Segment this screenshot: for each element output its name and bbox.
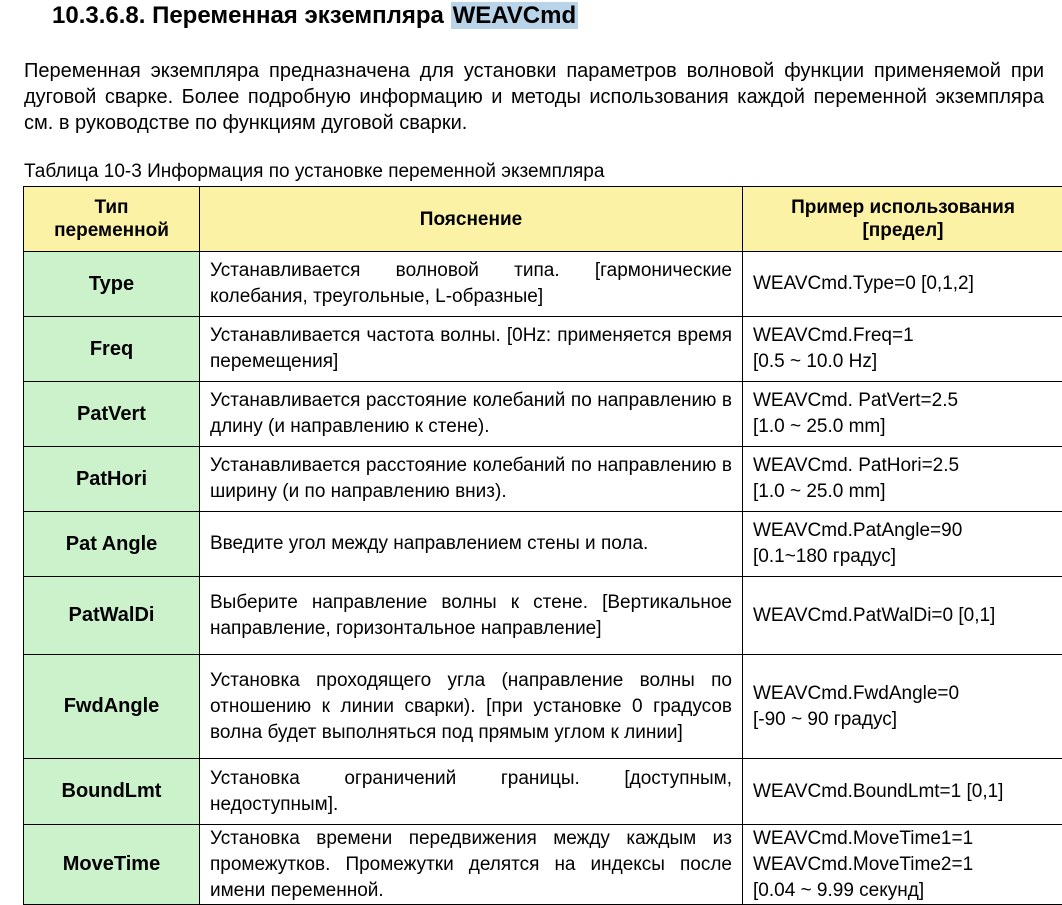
intro-paragraph: Переменная экземпляра предназначена для установки параметров волновой функции применяемой при дуговой сварке. Более подробную информацию и методы использования каждой переменной экземпляра см. в руководстве по функциям дуговой сварки.	[24, 58, 1044, 136]
row-name: Pat Angle	[24, 512, 200, 577]
example-limit: [0.04 ~ 9.99 секунд]	[753, 878, 1053, 904]
row-desc: Установка ограничений границы. [доступным, недоступным].	[200, 759, 743, 825]
example-line: WEAVCmd.Type=0 [0,1,2]	[753, 271, 1053, 297]
example-limit: [1.0 ~ 25.0 mm]	[753, 479, 1053, 505]
table-row	[24, 655, 1062, 759]
table-header-row	[24, 187, 1062, 252]
table-row	[24, 382, 1062, 447]
row-name: MoveTime	[24, 825, 200, 905]
row-name: FwdAngle	[24, 655, 200, 759]
example-line-2: WEAVCmd.MoveTime2=1	[753, 852, 1053, 878]
example-line: WEAVCmd.PatWalDi=0 [0,1]	[753, 603, 1053, 629]
row-example	[743, 252, 1062, 317]
example-limit: [0.5 ~ 10.0 Hz]	[753, 349, 1053, 375]
example-line: WEAVCmd. PatVert=2.5	[753, 388, 1053, 414]
example-line: WEAVCmd.Freq=1	[753, 323, 1053, 349]
example-line: WEAVCmd.FwdAngle=0	[753, 681, 1053, 707]
table-caption: Таблица 10-3 Информация по установке переменной экземпляра	[24, 160, 604, 184]
row-desc: Выберите направление волны к стене. [Вертикальное направление, горизонтальное направление]	[200, 577, 743, 655]
section-heading-highlight: WEAVCmd	[451, 2, 579, 29]
row-example	[743, 317, 1062, 382]
row-example	[743, 825, 1062, 905]
example-line: WEAVCmd.PatAngle=90	[753, 518, 1053, 544]
row-desc: Устанавливается волновой типа. [гармонические колебания, треугольные, L-образные]	[200, 252, 743, 317]
table-row	[24, 252, 1062, 317]
row-example	[743, 447, 1062, 512]
row-desc: Устанавливается расстояние колебаний по направлению в ширину (и по направлению вниз).	[200, 447, 743, 512]
row-name: Type	[24, 252, 200, 317]
row-example	[743, 382, 1062, 447]
header-desc: Пояснение	[200, 187, 743, 252]
instance-variable-table	[23, 186, 1062, 905]
table-row	[24, 759, 1062, 825]
row-name: PatWalDi	[24, 577, 200, 655]
table-row	[24, 447, 1062, 512]
row-name: PatVert	[24, 382, 200, 447]
row-desc: Введите угол между направлением стены и пола.	[200, 512, 743, 577]
table-row	[24, 577, 1062, 655]
row-example	[743, 577, 1062, 655]
example-line: WEAVCmd.MoveTime1=1	[753, 826, 1053, 852]
row-example	[743, 655, 1062, 759]
row-name: BoundLmt	[24, 759, 200, 825]
row-desc: Устанавливается расстояние колебаний по направлению в длину (и направлению к стене).	[200, 382, 743, 447]
table-row	[24, 317, 1062, 382]
row-desc: Установка времени передвижения между каждым из промежутков. Промежутки делятся на индексы после имени переменной.	[200, 825, 743, 905]
example-limit: [0.1~180 градус]	[753, 544, 1053, 570]
row-name: PatHori	[24, 447, 200, 512]
example-limit: [1.0 ~ 25.0 mm]	[753, 414, 1053, 440]
row-example	[743, 759, 1062, 825]
example-line: WEAVCmd. PatHori=2.5	[753, 453, 1053, 479]
row-desc: Установка проходящего угла (направление волны по отношению к линии сварки). [при установке 0 градусов волна будет выполняться под прямым углом к линии]	[200, 655, 743, 759]
table-row	[24, 512, 1062, 577]
section-heading-text: 10.3.6.8. Переменная экземпляра	[52, 2, 451, 29]
header-type: Тип переменной	[24, 187, 200, 252]
table-row	[24, 825, 1062, 905]
row-example	[743, 512, 1062, 577]
example-line: WEAVCmd.BoundLmt=1 [0,1]	[753, 779, 1053, 805]
row-desc: Устанавливается частота волны. [0Hz: применяется время перемещения]	[200, 317, 743, 382]
row-name: Freq	[24, 317, 200, 382]
example-limit: [-90 ~ 90 градус]	[753, 707, 1053, 733]
header-example: Пример использования [предел]	[743, 187, 1062, 252]
section-heading	[52, 0, 578, 32]
